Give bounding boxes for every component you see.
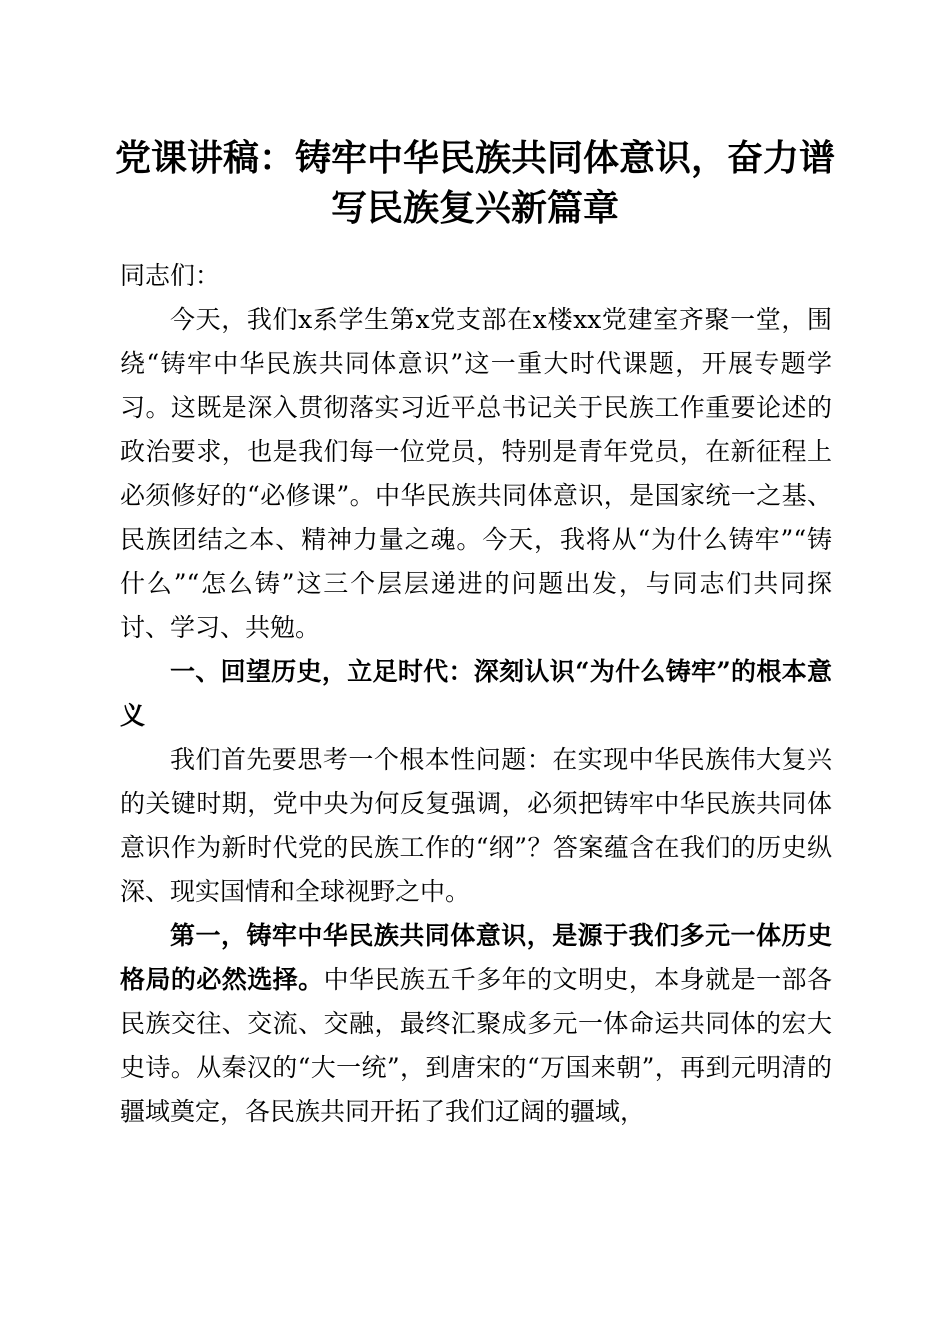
- paragraph-first-point: [120, 914, 832, 1134]
- title-line-1: 党课讲稿：铸牢中华民族共同体意识，奋力谱: [114, 137, 835, 179]
- section-heading-1: 一、回望历史，立足时代：深刻认识“为什么铸牢”的根本意义: [120, 657, 832, 730]
- salutation: 同志们：: [120, 261, 221, 290]
- title-line-2: 写民族复兴新篇章: [330, 187, 619, 229]
- first-point-body: 中华民族五千多年的文明史，本身就是一部各民族交往、交流、交融，最终汇聚成多元一体命运共同体的宏大史诗。从秦汉的“大一统”，到唐宋的“万国来朝”，再到元明清的疆域奠定，各民族共同开拓了我们辽阔的疆域，: [120, 965, 832, 1126]
- paragraph-question: 我们首先要思考一个根本性问题：在实现中华民族伟大复兴的关键时期，党中央为何反复强调，必须把铸牢中华民族共同体意识作为新时代党的民族工作的“纲”？答案蕴含在我们的历史纵深、现实国情和全球视野之中。: [120, 745, 832, 906]
- document-title: [110, 133, 840, 233]
- first-point-lead: 第一，铸牢中华民族共同体意识，是源于我们多元一体历史格局的必然选择。: [120, 921, 832, 994]
- document-body: [120, 254, 832, 1134]
- paragraph-intro: 今天，我们x系学生第x党支部在x楼xx党建室齐聚一堂，围绕“铸牢中华民族共同体意识”这一重大时代课题，开展专题学习。这既是深入贯彻落实习近平总书记关于民族工作重要论述的政治要求，也是我们每一位党员，特别是青年党员，在新征程上必须修好的“必修课”。中华民族共同体意识，是国家统一之基、民族团结之本、精神力量之魂。今天，我将从“为什么铸牢”“铸什么”“怎么铸”这三个层层递进的问题出发，与同志们共同探讨、学习、共勉。: [120, 305, 832, 642]
